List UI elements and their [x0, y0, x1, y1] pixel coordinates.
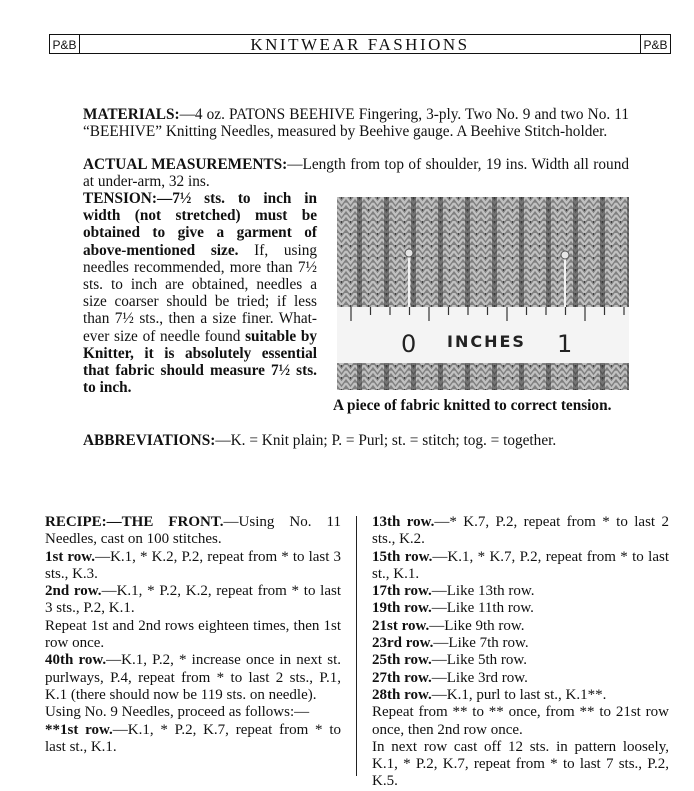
materials-label: MATERIALS:: [83, 106, 180, 123]
recipe-line: [372, 739, 669, 791]
row-label: 19th row.: [372, 600, 432, 617]
row-instruction: Using No. 9 Needles, proceed as follows:—: [45, 704, 310, 721]
fabric-photo-image: [337, 197, 629, 390]
publisher-logo-right: P&B: [640, 34, 671, 54]
row-label: 23rd row.: [372, 635, 434, 652]
row-label: RECIPE:—THE FRONT.: [45, 514, 224, 530]
recipe-line: [372, 600, 669, 617]
row-instruction: —Like 5th row.: [431, 652, 527, 669]
recipe-line: [372, 670, 669, 687]
recipe-left-column: [45, 514, 341, 756]
recipe-line: [372, 635, 669, 652]
recipe-line: [45, 652, 341, 704]
row-instruction: —Using No. 11 Needles, cast on 100 stitches.: [45, 514, 341, 548]
row-instruction: —K.1, * P.2, K.2, repeat from * to last 3 sts., P.2, K.1.: [45, 583, 342, 617]
row-instruction: —* K.7, P.2, repeat from * to last 2 sts., K.2.: [372, 514, 669, 548]
row-instruction: —K.1, * P.2, K.7, repeat from * to last st., K.1.: [45, 721, 341, 755]
row-instruction: —K.1, * K.2, P.2, repeat from * to last 3 sts., K.3.: [45, 548, 341, 582]
row-label: 40th row.: [45, 652, 107, 669]
ruler-one-label: 1: [557, 330, 573, 358]
row-label: 17th row.: [372, 583, 432, 600]
recipe-line: [372, 514, 669, 549]
row-instruction: —Like 9th row.: [429, 617, 525, 634]
row-instruction: Repeat from ** to ** once, from ** to 21st row once, then 2nd row once.: [372, 704, 669, 738]
row-instruction: —Like 11th row.: [431, 600, 534, 617]
page-title: KNITWEAR FASHIONS: [250, 35, 470, 54]
measurements-label: ACTUAL MEASUREMENTS:: [83, 156, 288, 173]
row-label: **1st row.: [45, 721, 113, 738]
recipe-right-column: [372, 514, 669, 791]
fabric-photo: [337, 197, 629, 390]
materials-text: —4 oz. PATONS BEEHIVE Fingering, 3-ply. Two No. 9 and two No. 11 “BEEHIVE” Knitting Needles, measured by Beehive gauge. A Beehive Stitch-holder.: [83, 106, 629, 141]
materials-paragraph: [83, 106, 629, 140]
row-label: 2nd row.: [45, 583, 102, 600]
abbreviations-text: —K. = Knit plain; P. = Purl; st. = stitch; tog. = together.: [215, 432, 557, 449]
row-instruction: Repeat 1st and 2nd rows eighteen times, then 1st row once.: [45, 617, 341, 652]
recipe-line: [372, 687, 669, 704]
row-label: 15th row.: [372, 548, 433, 565]
row-instruction: —Like 7th row.: [433, 635, 529, 652]
row-label: 28th row.: [372, 686, 432, 703]
measurements-paragraph: [83, 156, 629, 190]
photo-caption: A piece of fabric knitted to correct tension.: [333, 397, 612, 414]
recipe-line: [372, 652, 669, 669]
recipe-line: [45, 583, 341, 618]
row-label: 21st row.: [372, 617, 430, 634]
recipe-line: [372, 618, 669, 635]
recipe-line: [45, 514, 341, 549]
abbreviations-paragraph: [83, 432, 629, 449]
recipe-line: [45, 704, 341, 721]
row-instruction: —K.1, P.2, * increase once in next st. purlways, P.4, repeat from * to last 2 sts., P.1, K.1 (there should now be 119 sts. on needle).: [45, 652, 341, 703]
row-instruction: —Like 3rd row.: [431, 669, 528, 686]
tension-bold-text: —7½ sts. to inch in width (not stretched) must be obtained to give a garment of above-mentioned size.: [83, 190, 317, 259]
measurements-text: —Length from top of shoulder, 19 ins. Width all round at under-arm, 32 ins.: [83, 156, 629, 191]
ruler-inches-label: INCHES: [447, 332, 526, 351]
page-header: [49, 34, 671, 56]
recipe-line: [372, 549, 669, 584]
column-divider: [356, 516, 357, 776]
row-label: 13th row.: [372, 514, 435, 530]
row-instruction: —Like 13th row.: [431, 583, 535, 600]
row-instruction: —K.1, * K.7, P.2, repeat from * to last st., K.1.: [372, 548, 669, 582]
row-instruction: —K.1, purl to last st., K.1**.: [431, 686, 607, 703]
abbreviations-label: ABBREVIATIONS:: [83, 432, 216, 449]
row-label: 1st row.: [45, 548, 96, 565]
tension-text: If, using needles recommended, more than 7½ sts. to inch are obtained, needles a size coarser should be tried; if less than 7½ sts., then a size finer. What-ever size of needle found: [83, 241, 317, 345]
recipe-line: [372, 583, 669, 600]
tension-bold-end: suitable by Knitter, it is absolutely essential that fabric should measure 7½ sts. to inch.: [83, 327, 317, 397]
row-label: 25th row.: [372, 652, 432, 669]
recipe-line: [372, 704, 669, 739]
ruler-zero-label: 0: [401, 330, 417, 358]
tension-label: TENSION:: [83, 190, 157, 207]
recipe-line: [45, 549, 341, 584]
tension-paragraph: [83, 190, 317, 396]
row-instruction: In next row cast off 12 sts. in pattern loosely, K.1, * P.2, K.7, repeat from * to last 7 sts., P.2, K.5.: [372, 738, 669, 790]
recipe-line: [45, 618, 341, 653]
row-label: 27th row.: [372, 669, 432, 686]
publisher-logo-left: P&B: [49, 34, 80, 54]
recipe-line: [45, 722, 341, 757]
